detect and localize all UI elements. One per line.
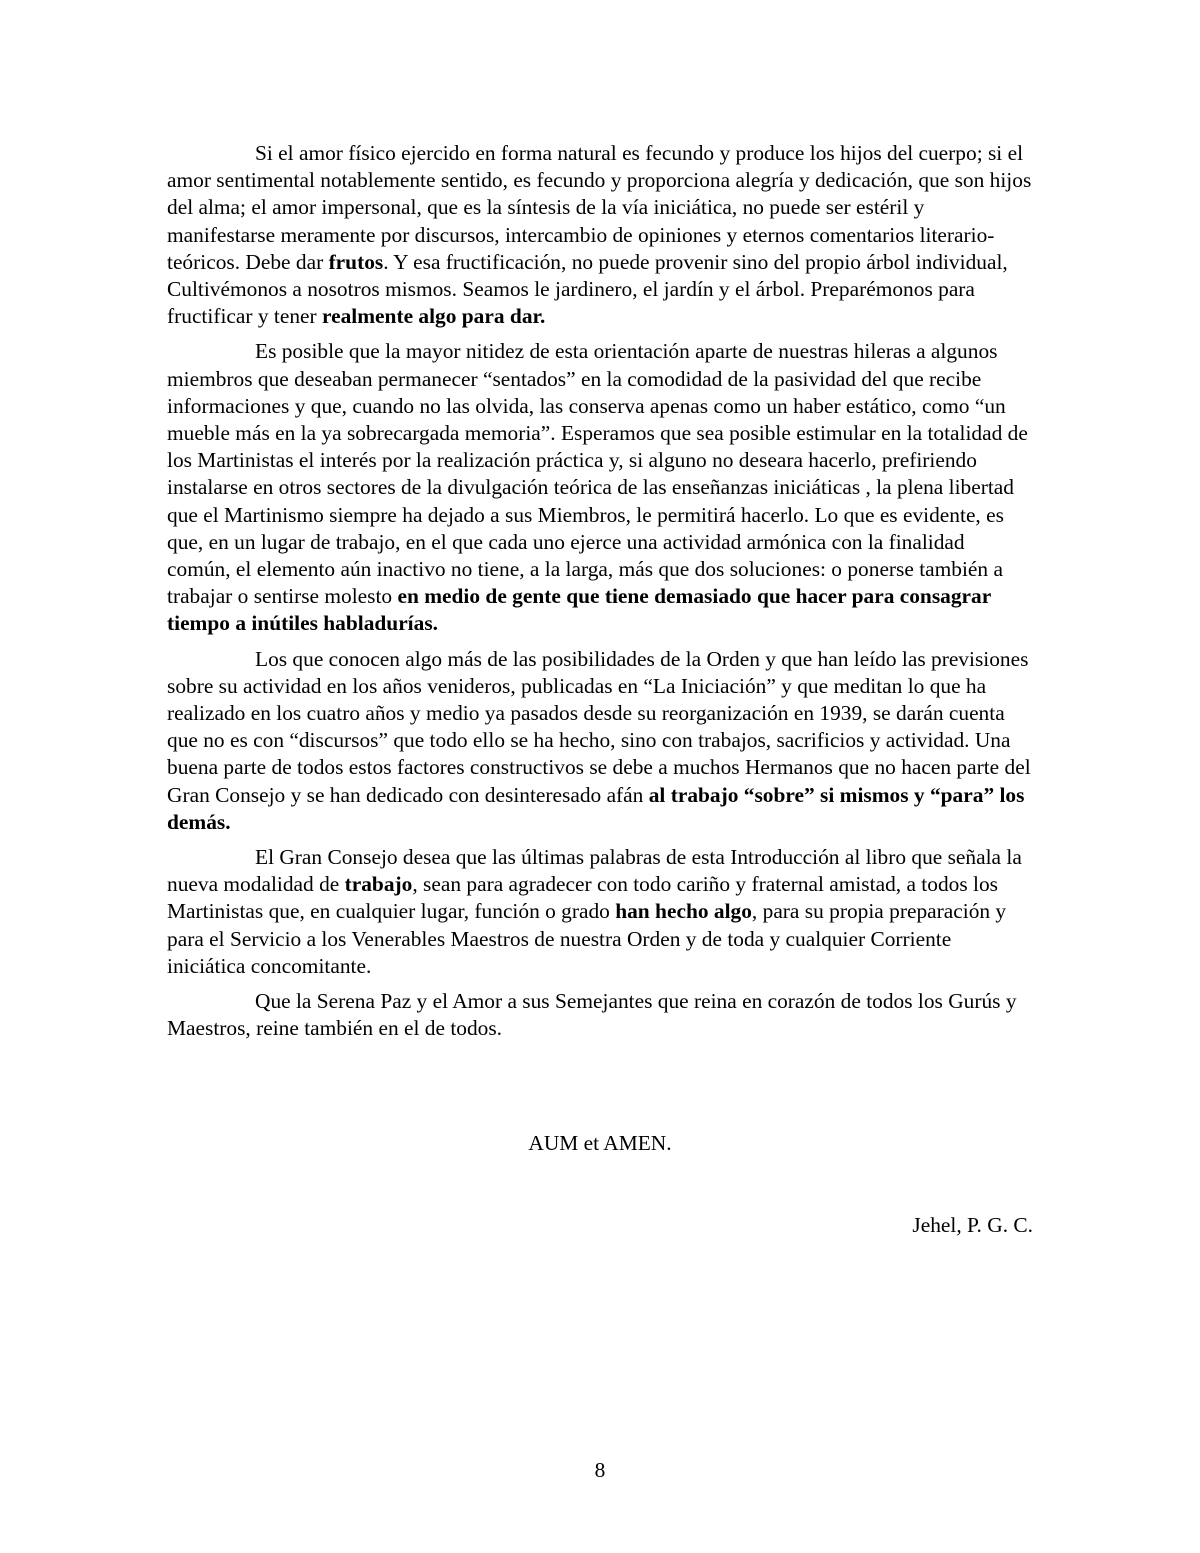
emphasis-span: han hecho algo — [615, 899, 752, 924]
paragraph-4 — [167, 844, 1033, 980]
emphasis-span: en medio de gente que tiene demasiado que hacer para consagrar tiempo a inútiles habladurías. — [167, 584, 991, 636]
paragraph-3 — [167, 646, 1033, 836]
paragraph-5 — [167, 988, 1033, 1042]
text-span: Si el amor físico ejercido en forma natural es fecundo y produce los hijos del cuerpo; si el amor sentimental notablemente sentido, es fecundo y proporciona alegría y dedicación, que son hijos del alma; el amor impersonal, que es la síntesis de la vía iniciática, no puede ser estéril y manifestarse meramente por discursos, intercambio de opiniones y eternos comentarios literario-teóricos. Debe dar — [167, 141, 1032, 274]
paragraph-1 — [167, 140, 1033, 330]
text-span: Es posible que la mayor nitidez de esta orientación aparte de nuestras hileras a algunos miembros que deseaban permanecer “sentados” en la comodidad de la pasividad del que recibe informaciones y que, cuando no las olvida, las conserva apenas como un haber estático, como “un mueble más en la ya sobrecargada memoria”. Esperamos que sea posible estimular en la totalidad de los Martinistas el interés por la realización práctica y, si alguno no deseara hacerlo, prefiriendo instalarse en otros sectores de la divulgación teórica de las enseñanzas iniciáticas , la plena libertad que el Martinismo siempre ha dejado a sus Miembros, le permitirá hacerlo. Lo que es evidente, es que, en un lugar de trabajo, en el que cada uno ejerce una actividad armónica con la finalidad común, el elemento aún inactivo no tiene, a la larga, más que dos soluciones: o ponerse también a trabajar o sentirse molesto — [167, 339, 1028, 609]
signature: Jehel, P. G. C. — [912, 1213, 1033, 1237]
text-span: , sean para agradecer con todo cariño y fraternal amistad, a todos los Martinistas que, en cualquier lugar, función o grado — [167, 872, 998, 924]
text-span: , para su propia preparación y para el Servicio a los Venerables Maestros de nuestra Orden y de toda y cualquier Corriente iniciática concomitante. — [167, 899, 1007, 978]
document-body — [167, 140, 1033, 1051]
emphasis-span: al trabajo “sobre” si mismos y “para” los demás. — [167, 782, 1025, 834]
emphasis-span: frutos — [328, 249, 384, 274]
text-span: Que la Serena Paz y el Amor a sus Semejantes que reina en corazón de todos los Gurús y Maestros, reine también en el de todos. — [167, 989, 1017, 1041]
emphasis-span: realmente algo para dar. — [322, 304, 546, 329]
text-span: . Y esa fructificación, no puede provenir sino del propio árbol individual, Cultivémonos a nosotros mismos. Seamos le jardinero, el jardín y el árbol. Preparémonos para fructificar y tener — [167, 249, 1008, 329]
paragraph-2 — [167, 338, 1033, 637]
emphasis-span: trabajo — [344, 872, 413, 897]
text-span: El Gran Consejo desea que las últimas palabras de esta Introducción al libro que señala la nueva modalidad de — [167, 845, 1022, 897]
text-span: Los que conocen algo más de las posibilidades de la Orden y que han leído las previsiones sobre su actividad en los años venideros, publicadas en “La Iniciación” y que meditan lo que ha realizado en los cuatro años y medio ya pasados desde su reorganización en 1939, se darán cuenta que no es con “discursos” que todo ello se ha hecho, sino con trabajos, sacrificios y actividad. Una buena parte de todos estos factores constructivos se debe a muchos Hermanos que no hacen parte del Gran Consejo y se han dedicado con desinteresado afán — [167, 646, 1031, 807]
page-number: 8 — [594, 1458, 606, 1482]
closing-formula: AUM et AMEN. — [528, 1131, 672, 1155]
